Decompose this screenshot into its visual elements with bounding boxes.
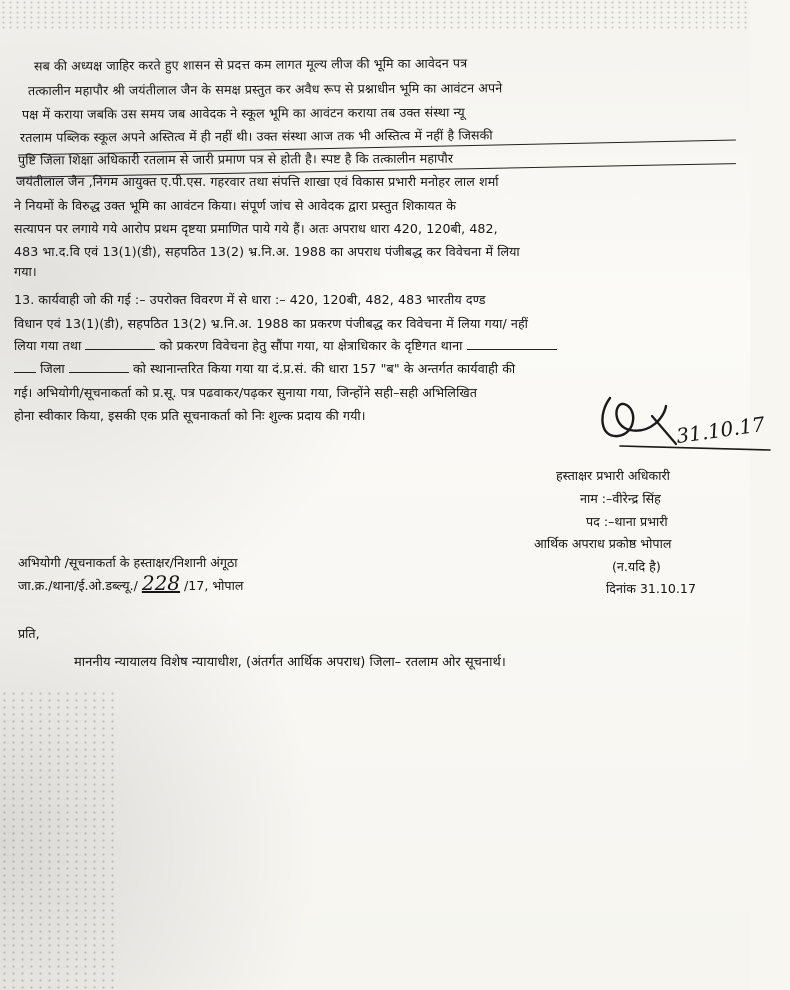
action-line-3-end: को प्रकरण विवेचना हेतु सौंपा गया, या क्षेत्राधिकार के दृष्टिगत थाना (159, 338, 463, 353)
signature-date: 31.10.17 (674, 411, 767, 449)
action-line-3-start: लिया गया तथा (14, 338, 82, 353)
action-line-6: होना स्वीकार किया, इसकी एक प्रति सूचनाकर्ता को निः शुल्क प्रदाय की गयी। (14, 408, 366, 423)
reference-prefix: जा.क्र./थाना/ई.ओ.डब्ल्यू./ (18, 578, 138, 593)
action-line-1: 13. कार्यवाही जो की गई :– उपरोक्त विवरण में से धारा :– 420, 120बी, 482, 483 भारतीय दण्ड (14, 292, 486, 307)
action-line-5: गई। अभियोगी/सूचनाकर्ता को प्र.सू. पत्र पढवाकर/पढ़कर सुनाया गया, जिन्होंने सही–सही अभिलिखित (14, 385, 478, 400)
scan-noise-top (0, 0, 750, 30)
body-line-7: ने नियमों के विरुद्ध उक्त भूमि का आवंटन किया। संपूर्ण जांच से आवेदक द्वारा प्रस्तुत शिकायत के (14, 198, 456, 213)
body-line-1: सब की अध्यक्ष जाहिर करते हुए शासन से प्रदत्त कम लागत मूल्य लीज की भूमि का आवेदन पत्र (33, 55, 468, 74)
officer-title: हस्ताक्षर प्रभारी अधिकारी (556, 468, 670, 483)
officer-date: दिनांक 31.10.17 (606, 581, 696, 596)
body-line-10: गया। (14, 264, 37, 279)
action-line-4-district: जिला (40, 361, 65, 376)
prati-label: प्रति, (18, 626, 40, 641)
reference-number: 228 (141, 571, 181, 595)
blank-field-district (69, 362, 129, 373)
officer-name: नाम :–वीरेन्द्र सिंह (580, 491, 661, 506)
recipient-address: माननीय न्यायालय विशेष न्यायाधीश, (अंतर्गत आर्थिक अपराध) जिला– रतलाम ओर सूचनार्थ। (74, 655, 506, 670)
body-line-6: जयंतीलाल जैन ,निगम आयुक्त ए.पी.एस. गहरवार तथा संपत्ति शाखा एवं विकास प्रभारी मनोहर लाल शर्मा (16, 174, 499, 189)
body-line-5: पुष्टि जिला शिक्षा अधिकारी रतलाम से जारी प्रमाण पत्र से होती है। स्पष्ट है कि तत्कालीन महापौर (17, 150, 454, 168)
officer-office: आर्थिक अपराध प्रकोष्ठ भोपाल (534, 536, 672, 551)
action-line-3 (14, 338, 742, 354)
body-line-3: पक्ष में कराया जबकि उस समय जब आवेदक ने स्कूल भूमि का आवंटन कराया तब उक्त संस्था न्यू (21, 104, 465, 122)
body-line-2: तत्कालीन महापौर श्री जयंतीलाल जैन के समक्ष प्रस्तुत कर अवैध रूप से प्रश्नाधीन भूमि का आवंटन अपने (27, 80, 503, 99)
action-line-2: विधान एवं 13(1)(डी), सहपठित 13(2) भ्र.नि.अ. 1988 का प्रकरण पंजीबद्ध कर विवेचना में लिया गया/ नहीं (14, 316, 529, 331)
action-line-4-end: को स्थानान्तरित किया गया या दं.प्र.सं. की धारा 157 "ब" के अन्तर्गत कार्यवाही की (132, 361, 516, 376)
reference-suffix: /17, भोपाल (184, 578, 244, 593)
complainant-signature-line: अभियोगी /सूचनाकर्ता के हस्ताक्षर/निशानी अंगूठा (18, 555, 238, 570)
blank-field-station (467, 339, 557, 350)
action-line-4 (14, 361, 742, 377)
scan-noise-left (0, 690, 120, 990)
body-line-4: रतलाम पब्लिक स्कूल अपने अस्तित्व में ही नहीं थी। उक्त संस्था आज तक भी अस्तित्व में नहीं है जिसकी (19, 127, 493, 145)
officer-post: पद :–थाना प्रभारी (586, 514, 668, 529)
reference-number-line (18, 571, 244, 595)
blank-field-officer (85, 339, 155, 350)
officer-if-any: (न.यदि है) (612, 559, 661, 574)
body-line-8: सत्यापन पर लगाये गये आरोप प्रथम दृष्टया प्रमाणित पाये गये हैं। अतः अपराध धारा 420, 120बी, 482, (14, 221, 498, 236)
blank-field-pre-district (14, 362, 36, 373)
body-line-9: 483 भा.द.वि एवं 13(1)(डी), सहपठित 13(2) भ्र.नि.अ. 1988 का अपराध पंजीबद्ध कर विवेचना में लिया (14, 244, 520, 259)
